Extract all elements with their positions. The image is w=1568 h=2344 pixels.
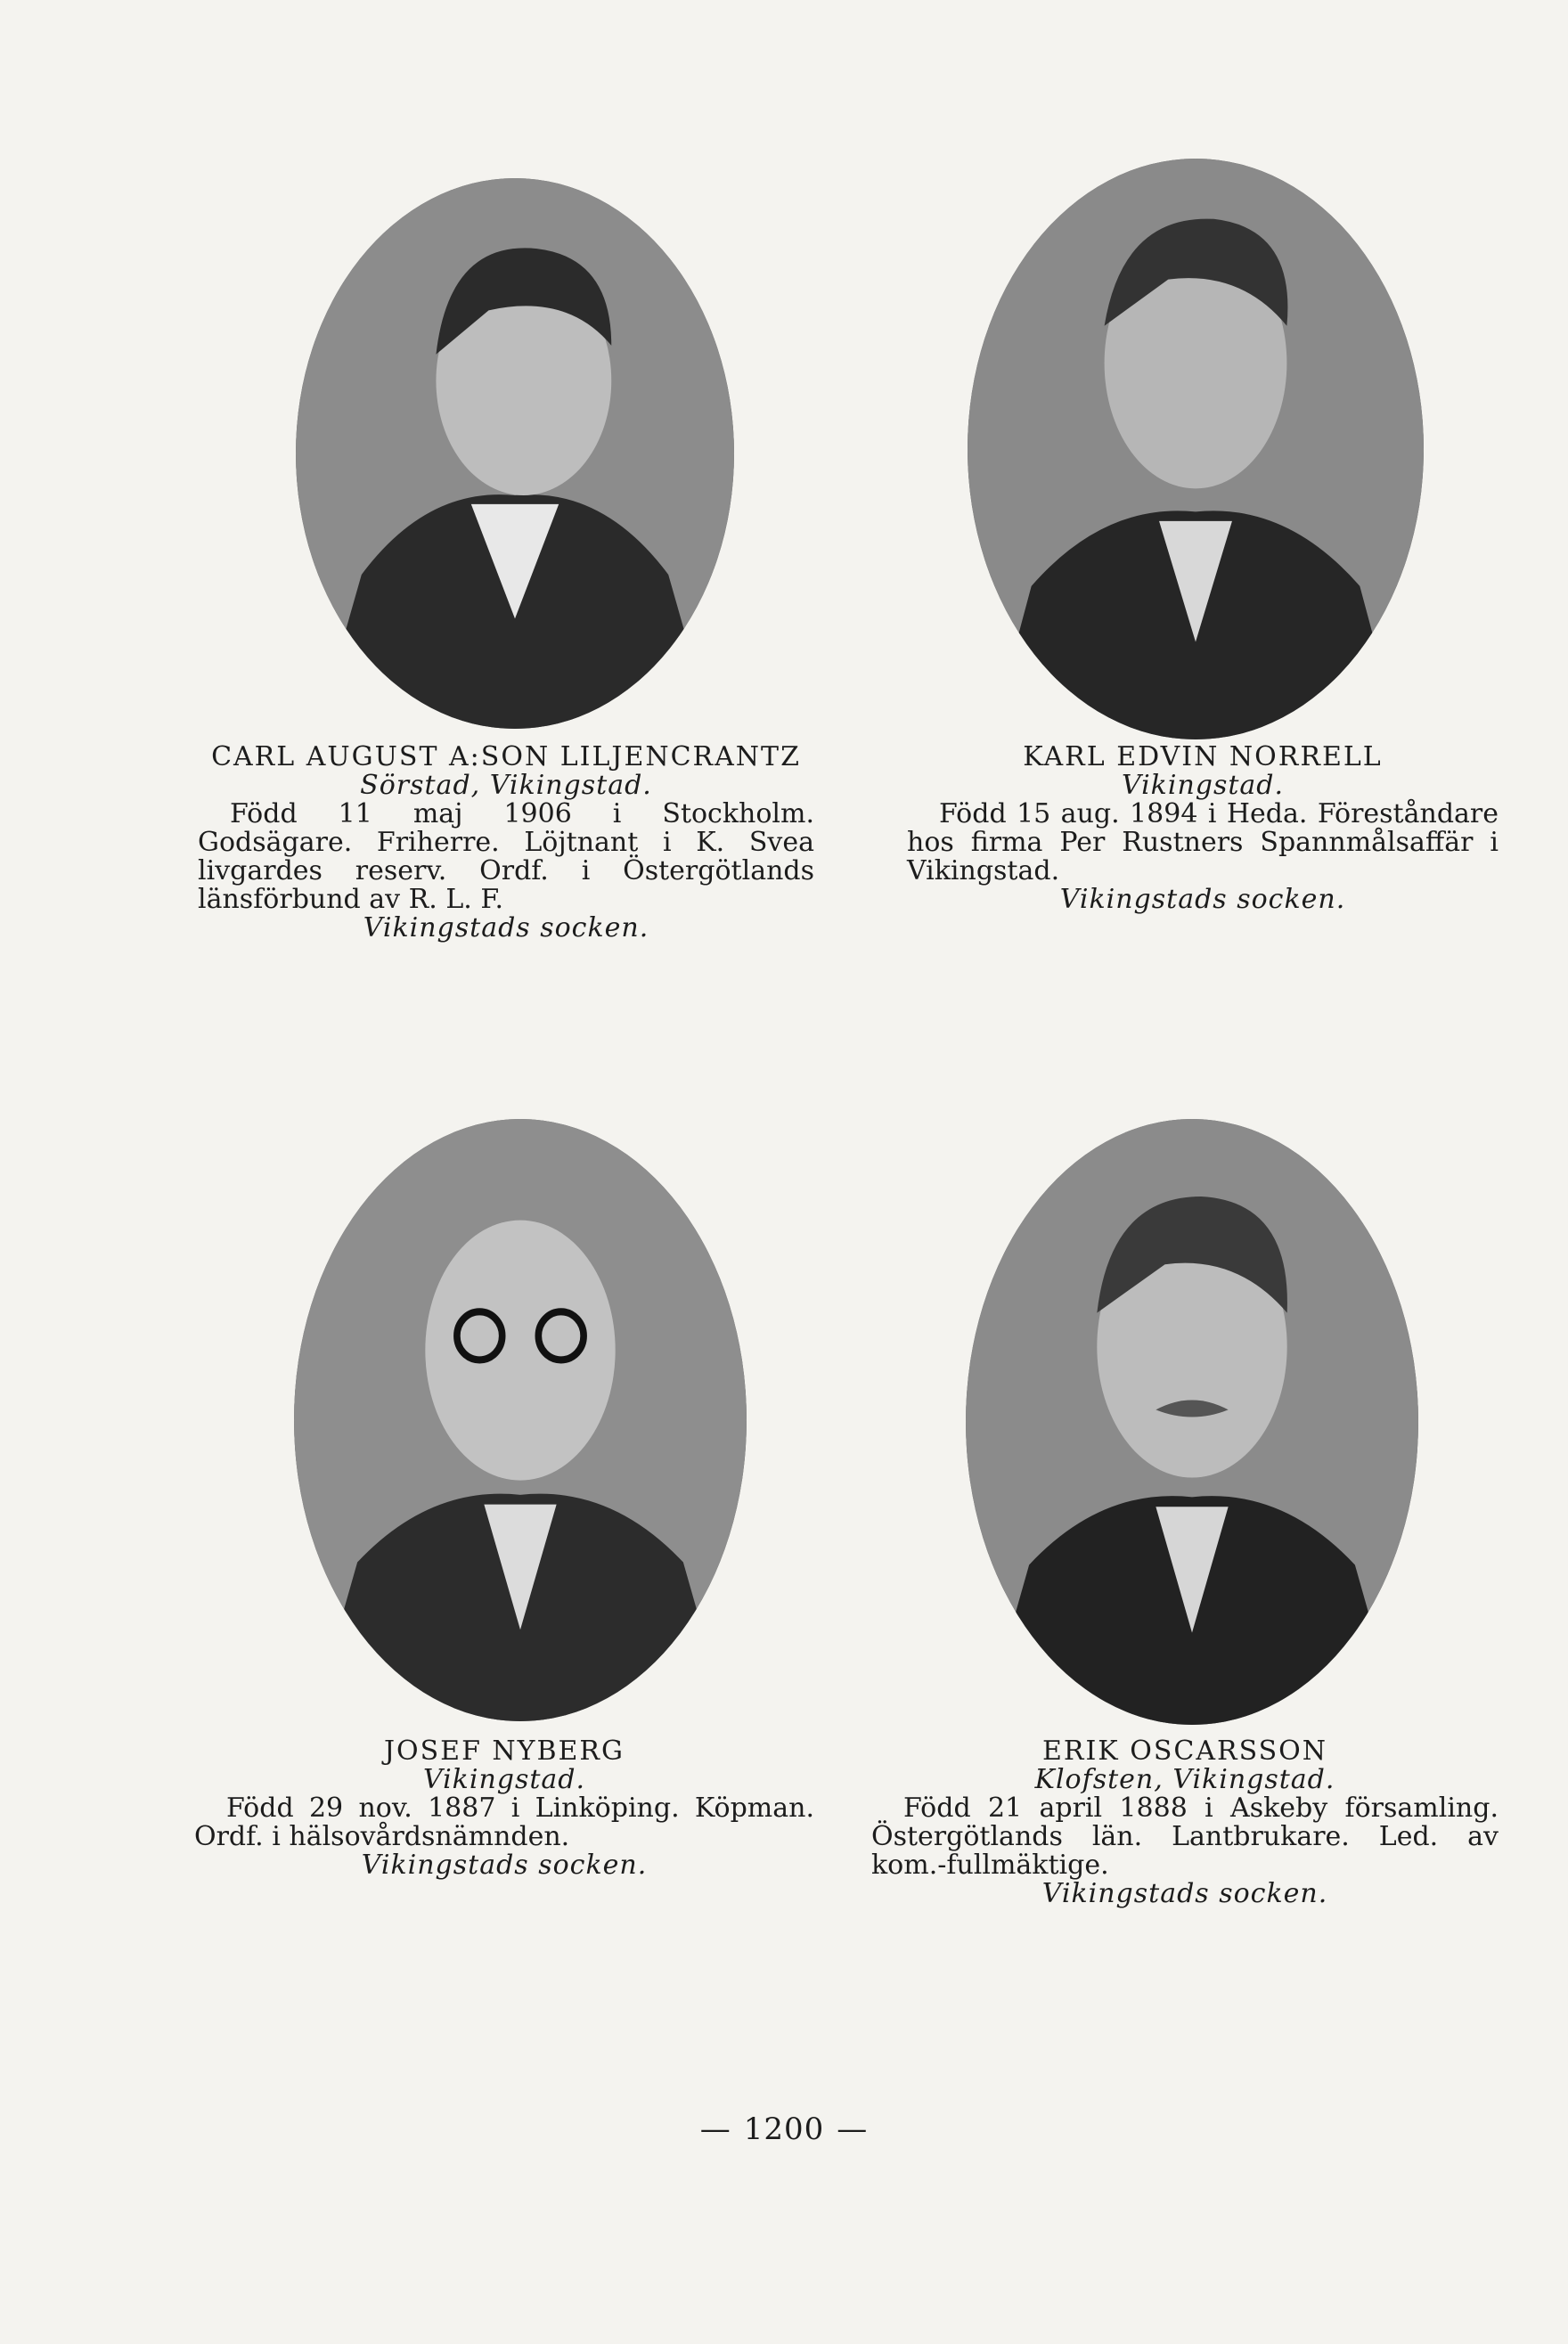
residence: Sörstad, Vikingstad.	[360, 770, 652, 801]
residence: Klofsten, Vikingstad.	[1034, 1764, 1335, 1795]
parish: Vikingstads socken.	[363, 912, 649, 943]
entry-caption	[194, 1737, 814, 1880]
page-number-value: 1200	[743, 2111, 825, 2147]
dash-left: —	[699, 2111, 731, 2147]
parish: Vikingstads socken.	[1041, 1878, 1328, 1909]
residence: Vikingstad.	[422, 1764, 586, 1795]
biography: Född 15 aug. 1894 i Heda. Föreståndare hos firma Per Rustners Spannmålsaffär i Vikingstad.	[907, 798, 1499, 886]
entry-caption	[198, 743, 814, 943]
page-number	[0, 2111, 1568, 2147]
biography: Född 21 april 1888 i Askeby församling. Östergötlands län. Lantbrukare. Led. av kom.-fullmäktige.	[871, 1793, 1499, 1881]
portrait-photo	[966, 1119, 1418, 1725]
entry-caption	[907, 743, 1499, 914]
portrait-photo	[296, 178, 734, 729]
portrait-photo	[968, 159, 1424, 739]
person-name: CARL AUGUST A:SON LILJENCRANTZ	[211, 741, 801, 772]
parish: Vikingstads socken.	[361, 1850, 648, 1881]
biography: Född 29 nov. 1887 i Linköping. Köpman. Ordf. i hälsovårdsnämnden.	[194, 1793, 814, 1852]
person-name: ERIK OSCARSSON	[1041, 1736, 1328, 1767]
entry-caption	[871, 1737, 1499, 1908]
residence: Vikingstad.	[1121, 770, 1285, 801]
dash-right: —	[837, 2111, 869, 2147]
person-name: KARL EDVIN NORRELL	[1023, 741, 1383, 772]
person-name: JOSEF NYBERG	[384, 1736, 625, 1767]
portrait-photo	[294, 1119, 747, 1721]
biography: Född 11 maj 1906 i Stockholm. Godsägare. Friherre. Löjtnant i K. Svea livgardes reserv. Ordf. i Östergötlands länsförbund av R. L. F.	[198, 798, 814, 915]
parish: Vikingstads socken.	[1059, 884, 1346, 915]
